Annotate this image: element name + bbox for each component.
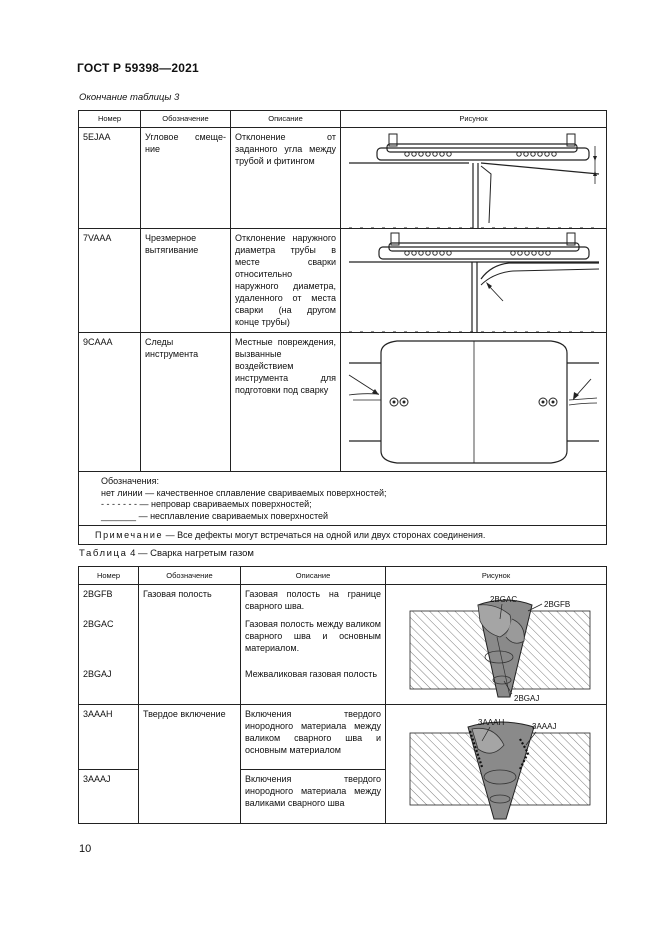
legend-row <box>79 472 607 526</box>
col-header-number: Номер <box>79 567 139 585</box>
table3 <box>78 110 607 545</box>
row-description: Отклонение наружного диаметра трубы в месте сварки относительно наружного диаметра, удаленного от места сварки (на другом конце трубы) <box>231 229 341 333</box>
row-code: 3AAAH <box>79 705 139 770</box>
figure-label: 3AAAH <box>478 718 505 727</box>
row-description: Включения твердого инородного материала между валиком сварного шва и основным материалом <box>241 705 386 770</box>
legend-item: - - - - - - - — непровар свариваемых поверхностей; <box>101 499 312 509</box>
table-row <box>79 229 607 333</box>
table-row <box>79 333 607 472</box>
table4 <box>78 566 607 824</box>
row-name: Следы инструмента <box>141 333 231 472</box>
col-header-figure: Рисунок <box>341 111 607 128</box>
col-header-description: Описание <box>241 567 386 585</box>
row-code: 9CAAA <box>79 333 141 472</box>
row-name: Газовая полость <box>139 585 241 705</box>
row-code: 7VAAA <box>79 229 141 333</box>
figure-tool-marks <box>341 333 607 472</box>
col-header-designation: Обозначение <box>139 567 241 585</box>
table-row <box>79 128 607 229</box>
row-description: Включения твердого инородного материала между валиками сварного шва <box>241 769 386 823</box>
table4-caption: Таблица 4 — Сварка нагретым газом <box>79 548 254 559</box>
note-label: Примечание <box>95 530 164 540</box>
row-code: 5EJAA <box>79 128 141 229</box>
col-header-description: Описание <box>231 111 341 128</box>
figure-gas-cavity <box>386 585 607 705</box>
row-name: Чрезмерное вытягивание <box>141 229 231 333</box>
row-codes: 2BGFB 2BGAC 2BGAJ <box>79 585 139 705</box>
figure-label: 2BGAC <box>490 595 518 604</box>
row-name: Угловое смеще-ние <box>141 128 231 229</box>
figure-solid-inclusion <box>386 705 607 824</box>
figure-angular-offset <box>341 128 607 229</box>
col-header-figure: Рисунок <box>386 567 607 585</box>
table-row <box>79 705 607 770</box>
table-row <box>79 585 607 705</box>
table3-caption: Окончание таблицы 3 <box>79 92 180 103</box>
col-header-number: Номер <box>79 111 141 128</box>
figure-label: 3AAAJ <box>532 722 557 731</box>
row-descriptions: Газовая полость на границе сварного шва. Газовая полость между валиком сварного шва и основным материалом. Межваликовая газовая полость <box>241 585 386 705</box>
row-code: 3AAAJ <box>79 769 139 823</box>
note-row <box>79 526 607 545</box>
row-description: Местные повреждения, вызванные воздействием инструмента для подготовки под сварку <box>231 333 341 472</box>
standard-header: ГОСТ Р 59398—2021 <box>77 61 199 75</box>
row-name: Твердое включение <box>139 705 241 824</box>
legend-title: Обозначения: <box>101 476 160 486</box>
note-text: — Все дефекты могут встречаться на одной или двух сторонах соединения. <box>163 530 486 540</box>
col-header-designation: Обозначение <box>141 111 231 128</box>
page-number: 10 <box>79 843 92 855</box>
figure-excessive-stretching <box>341 229 607 333</box>
figure-label: 2BGFB <box>544 600 571 609</box>
row-description: Отклонение от заданного угла между трубой и фитингом <box>231 128 341 229</box>
legend-item: _______ — несплавление свариваемых поверхностей <box>101 510 329 521</box>
legend-item: нет линии — качественное сплавление свариваемых поверхностей; <box>101 487 387 498</box>
figure-label: 2BGAJ <box>514 694 540 703</box>
